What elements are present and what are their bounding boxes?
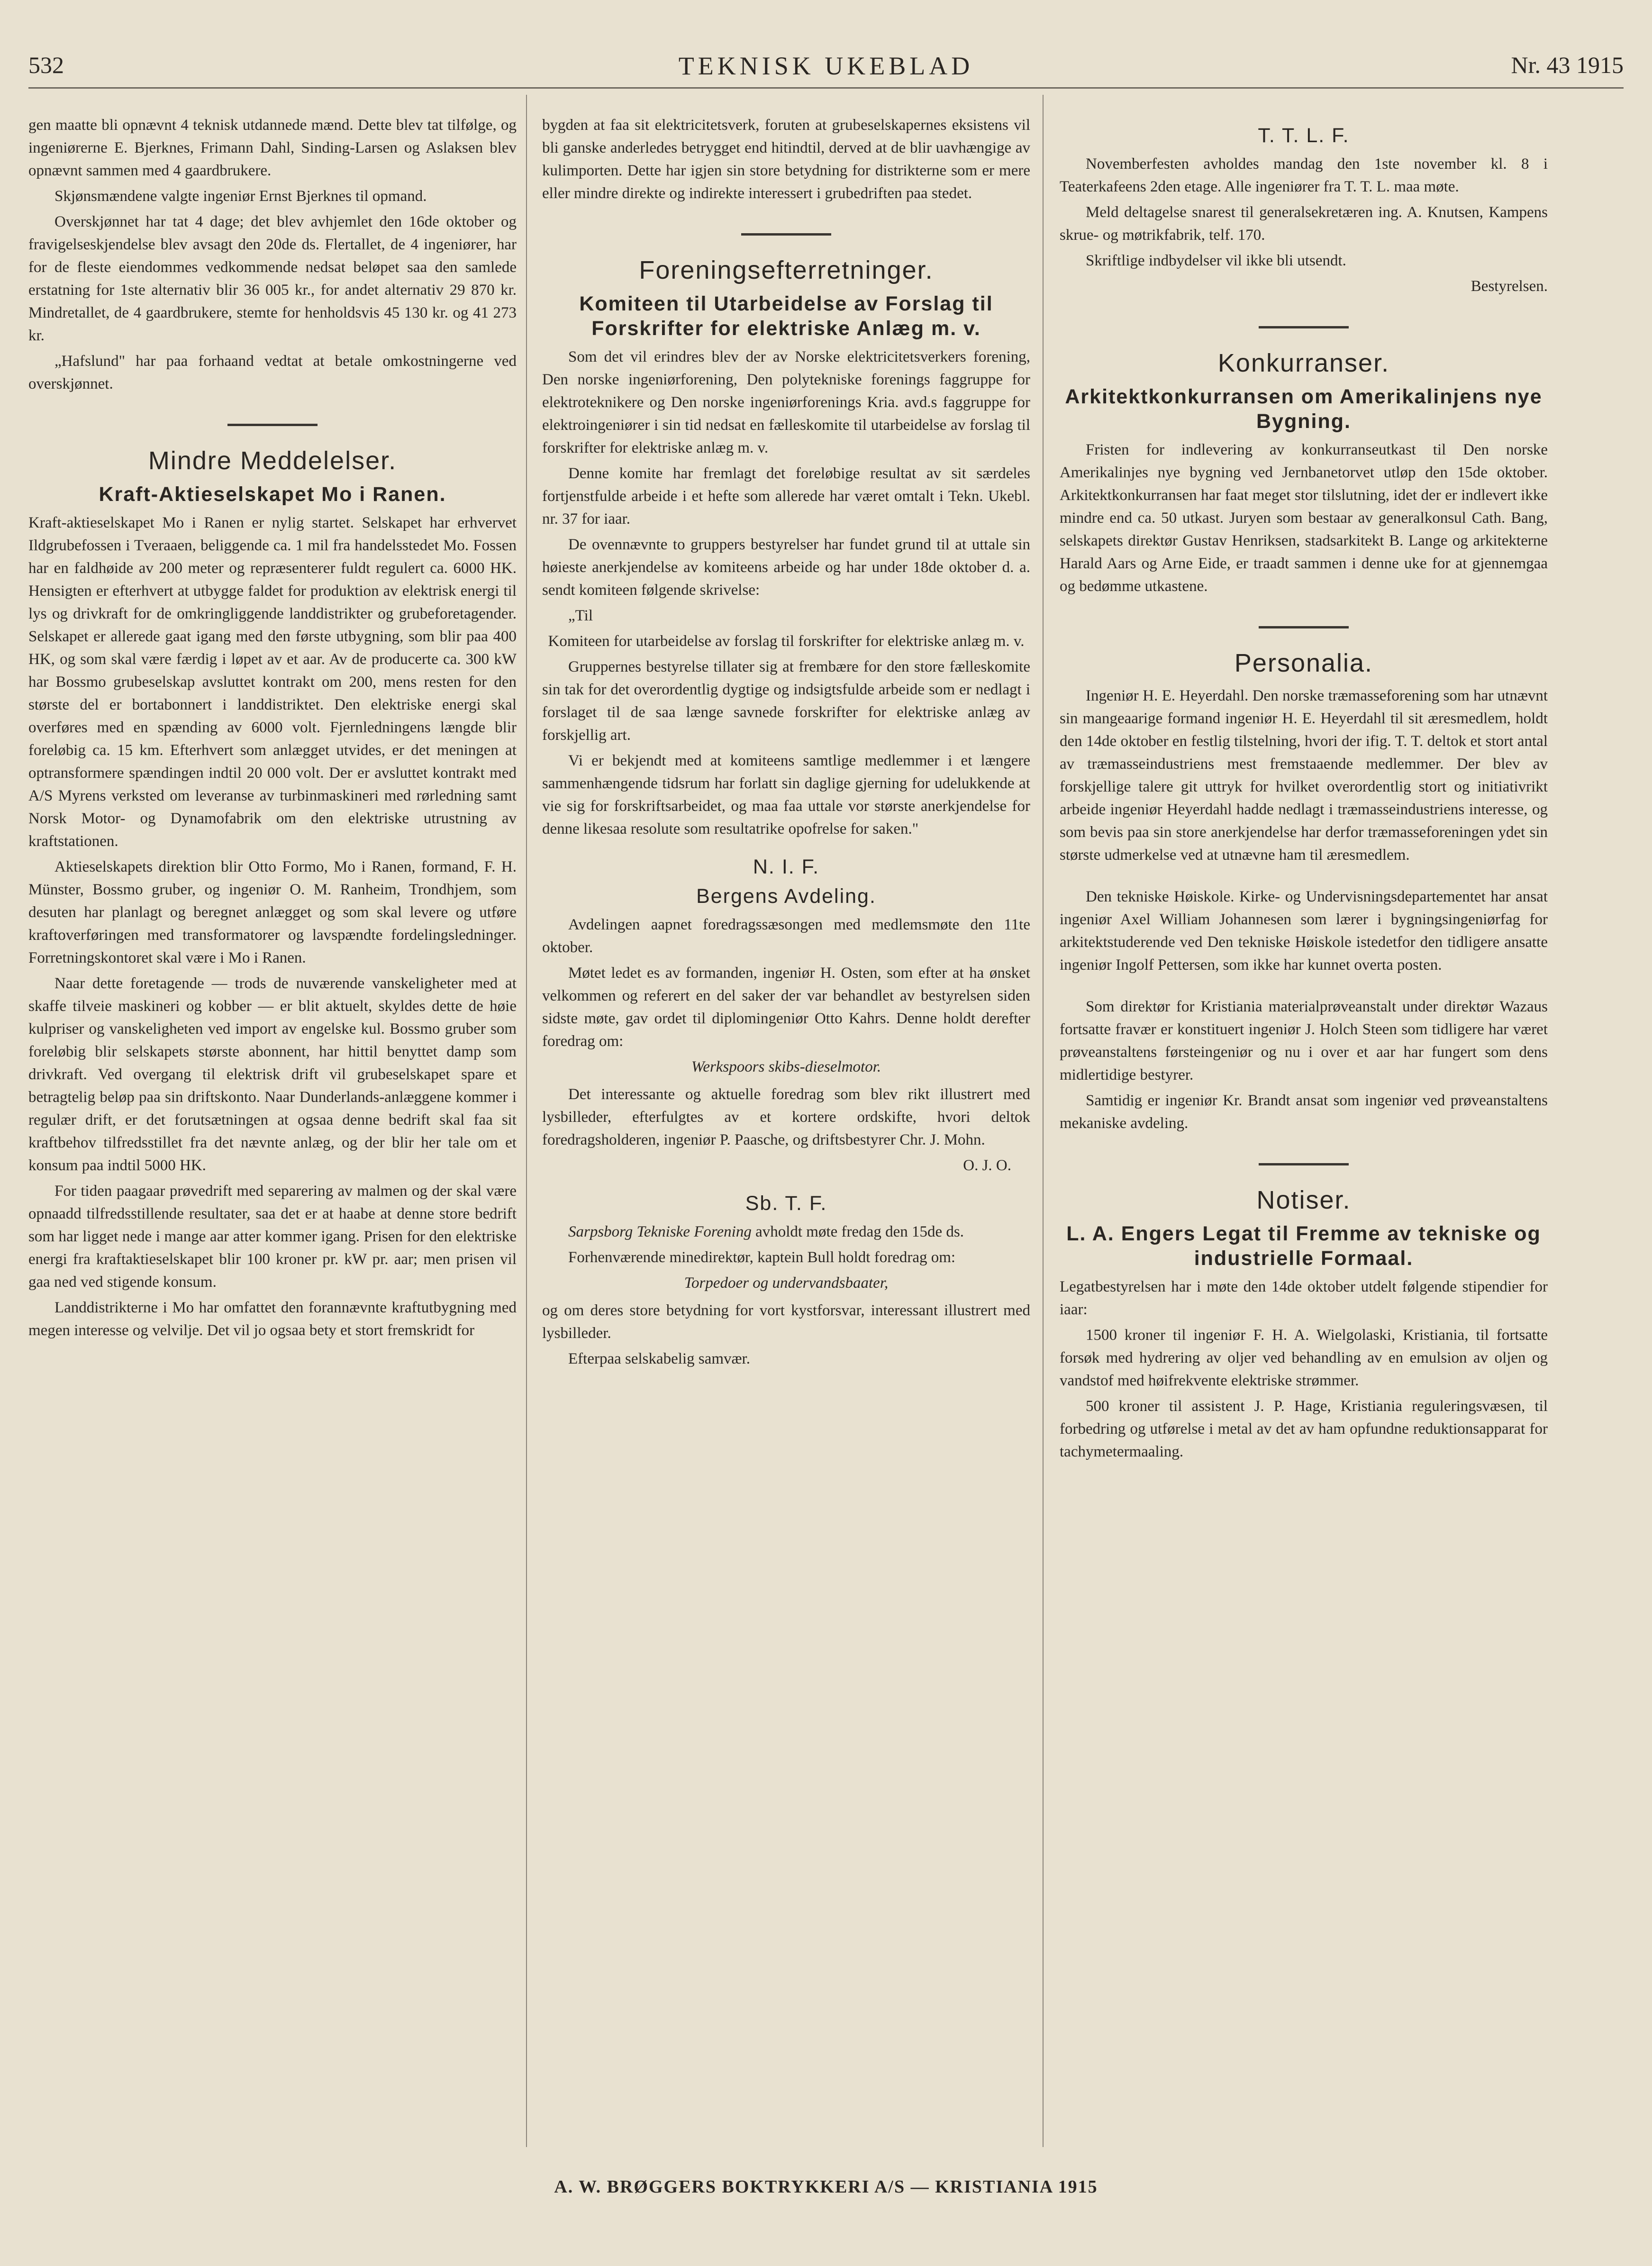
paragraph: [542, 1220, 1030, 1243]
section-rule: [741, 233, 831, 236]
paragraph: Møtet ledet es av formanden, ingeniør H. Osten, som efter at ha ønsket velkommen og referert en del saker der var behandlet av bestyrelsen siden sidste møte, gav ordet til diplomingeniør Otto Kahrs. Denne holdt derefter foredrag om:: [542, 965, 1030, 1050]
paragraph: bygden at faa sit elektricitetsverk, foruten at grubeselskapernes eksistens vil bli ganske anderledes betrygget end hitindtil, derved at de blir uavhængige av kulimporten. Dette har igjen sin store betydning for distrikterne som er mere eller mindre direkte og indirekte interessert i grubedriften paa stedet.: [542, 117, 1030, 202]
paragraph: 500 kroner til assistent J. P. Hage, Kristiania reguleringsvæsen, til forbedring og utførelse i metal av det av ham opfundne reduktionsapparat for tachymetermaaling.: [1060, 1398, 1548, 1460]
paragraph: Ingeniør H. E. Heyerdahl. Den norske træmasseforening som har utnævnt sin mangeaarige formand ingeniør H. E. Heyerdahl til sit æresmedlem, holdt den 14de oktober en festlig tilstelning, hvori der ifig. T. T. deltok et stort antal av træmasseindustriens mest fremstaaende medlemmer. Der blev av forskjellige talere git uttryk for hvilket overordentlig stort og initiativrikt arbeide ingeniør Heyerdahl hadde nedlagt i træmasseindustriens interesse, og som bevis paa sin store anerkjendelse har derfor træmasseforeningen ydet sin største udmerkelse ved at utnævne ham til æresmedlem.: [1060, 687, 1548, 864]
paragraph: „Hafslund" har paa forhaand vedtat at betale omkostningerne ved overskjønnet.: [28, 353, 517, 392]
article-title-nif: N. I. F.: [753, 855, 820, 878]
page-header: [28, 51, 1624, 84]
publication-title: TEKNISK UKEBLAD: [678, 52, 974, 80]
column-left: [28, 114, 517, 2147]
section-title-mindre-meddelelser: Mindre Meddelelser.: [148, 446, 397, 475]
paragraph: Legatbestyrelsen har i møte den 14de oktober utdelt følgende stipendier for iaar:: [1060, 1278, 1548, 1318]
header-rule: [28, 87, 1624, 89]
paragraph: De ovennævnte to gruppers bestyrelser har fundet grund til at uttale sin høieste anerkjendelse av komiteens arbeide og har under 18de oktober d. a. sendt komiteen følgende skrivelse:: [542, 536, 1030, 599]
section-rule: [1259, 1163, 1349, 1165]
article-title-engers-legat: L. A. Engers Legat til Fremme av tekniske og industrielle Formaal.: [1066, 1222, 1541, 1270]
section-title-personalia: Personalia.: [1234, 649, 1373, 677]
signature: O. J. O.: [963, 1157, 1011, 1174]
article-title-mo-i-ranen: Kraft-Aktieselskapet Mo i Ranen.: [99, 483, 446, 506]
section-rule: [1259, 626, 1349, 628]
printer-imprint: A. W. BRØGGERS BOKTRYKKERI A/S — KRISTIANIA 1915: [554, 2177, 1098, 2197]
article-title-sbtf: Sb. T. F.: [745, 1192, 827, 1215]
paragraph: Kraft-aktieselskapet Mo i Ranen er nylig startet. Selskapet har erhvervet Ildgrubefossen i Tveraaen, beliggende ca. 1 mil fra handelsstedet Mo. Fossen har en faldhøide av 200 meter og repræsenterer fuldt regulert ca. 6000 HK. Hensigten er efterhvert at utbygge faldet for produktion av elektrisk energi til lys og drivkraft for de omkringliggende landdistrikter og grubeforetagender. Selskapet er allerede gaat igang med den første utbygning, som blir paa 400 HK, og som skal være færdig i løpet av et aar. Av de producerte ca. 300 kW har Bossmo grubeselskap avsluttet kontrakt om 200, mens resten for den største del er bortabonnert i landdistriktet. Den elektriske energi skal overføres med en spænding av 6000 volt. Fjernledningens længde blir foreløbig ca. 15 km. Efterhvert som anlægget utvides, er det meningen at optransformere spændingen indtil 20 000 volt. Der er avsluttet kontrakt med A/S Myrens verksted om leveranse av turbinmaskineri med rørledning samt Norsk Motor- og Dynamofabrik om den elektriske utrustning av kraftstationen.: [28, 514, 517, 850]
page-number: 532: [28, 52, 64, 78]
paragraph: og om deres store betydning for vort kystforsvar, interessant illustrert med lysbilleder.: [542, 1302, 1030, 1342]
paragraph: 1500 kroner til ingeniør F. H. A. Wielgolaski, Kristiania, til fortsatte forsøk med hydrering av oljer ved behandling av en emulsion av oljen og vandstof med høifrekvente elektriske strømmer.: [1060, 1327, 1548, 1389]
column-middle: [542, 114, 1030, 2147]
section-title-notiser: Notiser.: [1256, 1186, 1351, 1214]
signature: Bestyrelsen.: [1470, 278, 1548, 295]
paragraph: Skriftlige indbydelser vil ikke bli utsendt.: [1086, 252, 1346, 269]
paragraph: Novemberfesten avholdes mandag den 1ste november kl. 8 i Teaterkafeens 2den etage. Alle ingeniører fra T. T. L. maa møte.: [1060, 155, 1548, 195]
letter-addressee: Komiteen for utarbeidelse av forslag til forskrifter for elektriske anlæg m. v.: [548, 633, 1025, 650]
lecture-title: Torpedoer og undervandsbaater,: [684, 1274, 889, 1292]
column-divider: [1043, 95, 1044, 2147]
article-title-komiteen: Komiteen til Utarbeidelse av Forslag til Forskrifter for elektriske Anlæg m. v.: [579, 292, 993, 340]
paragraph: Forhenværende minedirektør, kaptein Bull holdt foredrag om:: [568, 1249, 956, 1266]
paragraph: Det interessante og aktuelle foredrag som blev rikt illustrert med lysbilleder, efterfulgtes av et kortere ordskifte, hvori deltok foredragsholderen, ingeniør P. Paasche, og driftsbestyrer Chr. J. Mohn.: [542, 1086, 1030, 1148]
paragraph: Avdelingen aapnet foredragssæsongen med medlemsmøte den 11te oktober.: [542, 916, 1030, 956]
section-title-konkurranser: Konkurranser.: [1217, 349, 1390, 377]
section-title-foreningsefterretninger: Foreningsefterretninger.: [639, 256, 934, 284]
column-divider: [526, 95, 527, 2147]
paragraph: Meld deltagelse snarest til generalsekretæren ing. A. Knutsen, Kampens skrue- og møtrikfabrik, telf. 170.: [1060, 204, 1548, 244]
paragraph: Naar dette foretagende — trods de nuværende vanskeligheter med at skaffe tilveie maskineri og kobber — er blit aktuelt, skyldes dette de høie kulpriser og vanskeligheten ved import av engelske kul. Bossmo gruber som foreløbig blir selskapets største abonnent, har hittil benyttet damp som drivkraft. Ved overgang til elektrisk drift vil grubeselskapet spare et betragtelig beløp paa sin driftskonto. Naar Dunderlands-anlæggene kommer i regulær drift, er det forutsætningen at ogsaa denne bedrift skal faa sit kraftbehov tilfredsstillet fra det nævnte anlæg, og der blir her tale om et konsum paa indtil 5000 HK.: [28, 975, 517, 1174]
society-name: Sarpsborg Tekniske Forening: [568, 1223, 752, 1240]
article-title-ttlf: T. T. L. F.: [1258, 124, 1350, 147]
paragraph: Den tekniske Høiskole. Kirke- og Undervisningsdepartementet har ansat ingeniør Axel William Johannesen som lærer i bygningsingeniørfag for arkitektstuderende ved Den tekniske Høiskole istedetfor den tidligere ansatte ingeniør Ingolf Pettersen, som ikke har kunnet overta posten.: [1060, 888, 1548, 974]
paragraph: Efterpaa selskabelig samvær.: [568, 1350, 750, 1367]
paragraph: Overskjønnet har tat 4 dage; det blev avhjemlet den 16de oktober og fravigelseskjendelse blev avsagt den 20de ds. Flertallet, de 4 ingeniører, har for de fleste eiendommes vedkommende nedsat beløpet saa den samlede erstatning for 1ste alternativ blir 36 005 kr., for andet alternativ 29 870 kr. Mindretallet, de 4 gaardbrukere, stemte for henholdsvis 45 130 kr. og 41 273 kr.: [28, 213, 517, 344]
paragraph: Samtidig er ingeniør Kr. Brandt ansat som ingeniør ved prøveanstaltens mekaniske avdeling.: [1060, 1092, 1548, 1132]
paragraph-text: avholdt møte fredag den 15de ds.: [751, 1223, 964, 1240]
paragraph: Som direktør for Kristiania materialprøveanstalt under direktør Wazaus fortsatte fravær er konstituert ingeniør J. Holch Steen som tidligere har været prøveanstaltens førsteingeniør og nu i over et aar har fungert som dens midlertidige bestyrer.: [1060, 998, 1548, 1083]
section-rule: [1259, 326, 1349, 328]
letter-salutation: „Til: [568, 607, 593, 624]
paragraph: For tiden paagaar prøvedrift med separering av malmen og der skal være opnaadd tilfredsstillende resultater, saa det er at haabe at denne store bedrift som har ligget nede i mange aar atter kommer igang. Prisen for den elektriske energi fra kraftaktieselskapet blir 100 kroner pr. kW pr. aar; men prisen vil gaa ned ved stigende konsum.: [28, 1183, 517, 1291]
paragraph: Vi er bekjendt med at komiteens samtlige medlemmer i et længere sammenhængende tidsrum har forlatt sin daglige gjerning for udelukkende at vie sig for forskriftsarbeidet, og maa faa uttale vor største anerkjendelse for denne likesaa resolute som resultatrike opofrelse for saken.": [542, 752, 1030, 837]
column-right: [1060, 114, 1548, 2147]
issue-number: Nr. 43 1915: [1511, 52, 1624, 78]
paragraph: Fristen for indlevering av konkurranseutkast til Den norske Amerikalinjes nye bygning ved Jernbanetorvet utløp den 15de oktober. Arkitektkonkurransen har faat meget stor tilslutning, idet der er indlevert ikke mindre end ca. 50 utkast. Juryen som bestaar av generalkonsul Cath. Bang, selskapets direktør Gustav Henriksen, stadsarkitekt B. Lange og arkitekterne Harald Aars og Arne Eide, er traadt sammen i denne uke for at gjennemgaa og bedømme utkastene.: [1060, 441, 1548, 595]
paragraph: Gruppernes bestyrelse tillater sig at frembære for den store fælleskomite sin tak for det overordentlig dygtige og indsigtsfulde arbeide som er nedlagt i forslaget til de saa længe savnede forskrifter for elektriske anlæg av forskjellig art.: [542, 658, 1030, 744]
paragraph: Denne komite har fremlagt det foreløbige resultat av sit særdeles fortjenstfulde arbeide i et hefte som allerede har været omtalt i Tekn. Ukebl. nr. 37 for iaar.: [542, 465, 1030, 528]
article-title-arkitektkonkurransen: Arkitektkonkurransen om Amerikalinjens nye Bygning.: [1065, 385, 1543, 433]
paragraph: Aktieselskapets direktion blir Otto Formo, Mo i Ranen, formand, F. H. Münster, Bossmo gruber, og ingeniør O. M. Ranheim, Trondhjem, som desuten har planlagt og beregnet anlægget og som skal levere og utføre kraftoverføringen med transformatorer og lavspændte fordelingsledninger. Forretningskontoret skal være i Mo i Ranen.: [28, 858, 517, 966]
paragraph: Landdistrikterne i Mo har omfattet den forannævnte kraftutbygning med megen interesse og velvilje. Det vil jo ogsaa bety et stort fremskridt for: [28, 1299, 517, 1339]
paragraph: Skjønsmændene valgte ingeniør Ernst Bjerknes til opmand.: [54, 188, 427, 205]
article-title-bergens-avdeling: Bergens Avdeling.: [696, 885, 876, 908]
lecture-title: Werkspoors skibs-dieselmotor.: [691, 1058, 881, 1075]
paragraph: gen maatte bli opnævnt 4 teknisk utdannede mænd. Dette blev tat tilfølge, og ingeniørerne E. Bjerknes, Frimann Dahl, Sinding-Larsen og Aslaksen blev opnævnt sammen med 4 gaardbrukere.: [28, 117, 517, 179]
section-rule: [227, 424, 318, 426]
paragraph: Som det vil erindres blev der av Norske elektricitetsverkers forening, Den norske ingeniørforening, Den polytekniske forenings faggruppe for elektroteknikere og Den norske ingeniørforenings Kria. avd.s faggruppe for elektroingeniører i sin tid nedsat en fælleskomite til utarbeidelse av forslag til forskrifter for elektriske anlæg m. v.: [542, 348, 1030, 456]
